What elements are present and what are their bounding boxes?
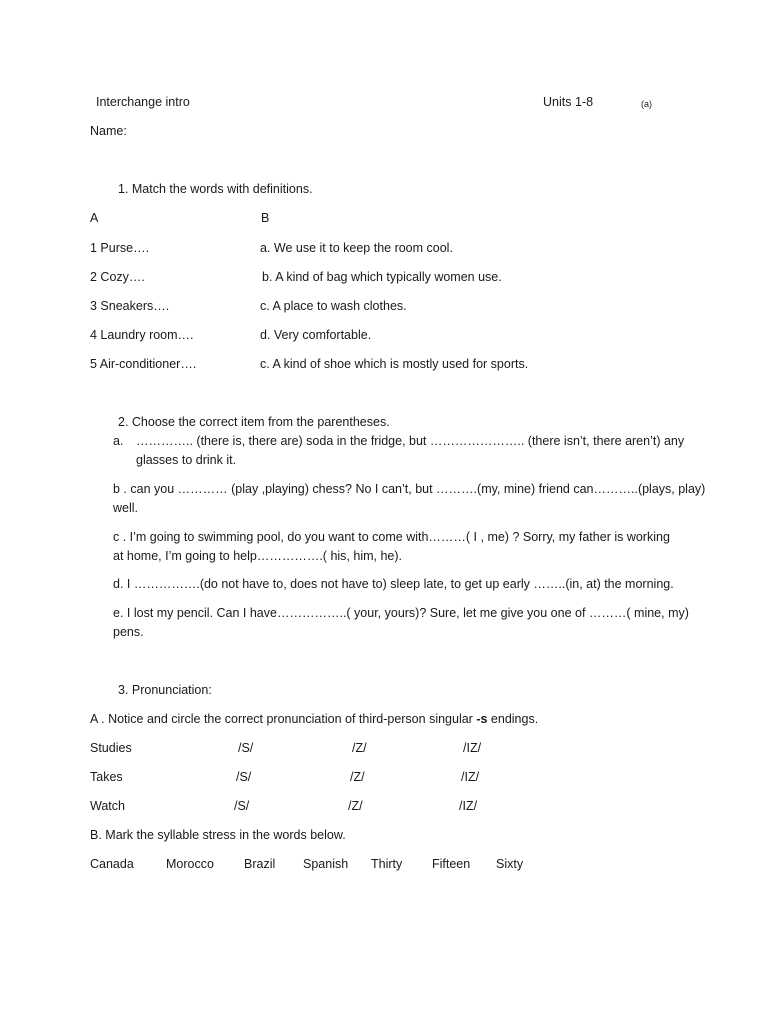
match-word: 3 Sneakers….: [90, 299, 170, 313]
stress-word: Sixty: [496, 857, 524, 871]
pron-option-iz: /IZ/: [461, 770, 480, 784]
stress-word: Thirty: [371, 857, 403, 871]
q1-title: 1. Match the words with definitions.: [118, 182, 313, 196]
q3-title: 3. Pronunciation:: [118, 683, 212, 697]
stress-word: Spanish: [303, 857, 349, 871]
q2-item-d-line: d. I …………….(do not have to, does not have to) sleep late, to get up early ……..(in, at) the morning.: [113, 577, 674, 591]
pron-word: Takes: [90, 770, 123, 784]
version-label: (a): [641, 99, 652, 109]
match-word: 4 Laundry room….: [90, 328, 194, 342]
q2-item-c-line: at home, I’m going to help…………….( his, him, he).: [113, 549, 402, 563]
pron-option-s: /S/: [236, 770, 252, 784]
units-label: Units 1-8: [543, 95, 594, 109]
q2-item-e-line: pens.: [113, 625, 144, 639]
q2-title: 2. Choose the correct item from the parentheses.: [118, 415, 390, 429]
q3-part-a-suffix: endings.: [487, 712, 539, 726]
q2-item-b-line: well.: [113, 501, 139, 515]
pron-option-s: /S/: [234, 799, 250, 813]
q2-item-a-label: a.: [113, 434, 124, 448]
q2-item-c-line: c . I’m going to swimming pool, do you want to come with………( I , me) ? Sorry, my father is working: [113, 530, 670, 544]
match-definition: b. A kind of bag which typically women use.: [262, 270, 502, 284]
match-word: 5 Air-conditioner….: [90, 357, 197, 371]
match-definition: d. Very comfortable.: [260, 328, 372, 342]
stress-word: Fifteen: [432, 857, 471, 871]
pron-option-z: /Z/: [350, 770, 365, 784]
pron-word: Studies: [90, 741, 132, 755]
q2-item-b-line: b . can you ………… (play ,playing) chess? No I can’t, but ……….(my, mine) friend can………..(plays, play): [113, 482, 706, 496]
pron-option-iz: /IZ/: [459, 799, 478, 813]
match-definition: c. A place to wash clothes.: [260, 299, 407, 313]
course-title: Interchange intro: [96, 95, 190, 109]
match-definition: c. A kind of shoe which is mostly used for sports.: [260, 357, 529, 371]
stress-word: Morocco: [166, 857, 214, 871]
stress-word: Brazil: [244, 857, 276, 871]
q2-item-a-line: ………….. (there is, there are) soda in the fridge, but ………………….. (there isn’t, there aren’t) any: [136, 434, 685, 448]
q3-part-a-prefix: A . Notice and circle the correct pronunciation of third-person singular: [90, 712, 477, 726]
stress-word: Canada: [90, 857, 134, 871]
column-b-heading: B: [261, 211, 270, 225]
q2-item-a-line: glasses to drink it.: [136, 453, 237, 467]
q3-part-a-instruction: [90, 711, 538, 727]
pron-option-z: /Z/: [348, 799, 363, 813]
name-label: Name:: [90, 124, 127, 138]
match-word: 1 Purse….: [90, 241, 150, 255]
pron-option-z: /Z/: [352, 741, 367, 755]
match-definition: a. We use it to keep the room cool.: [260, 241, 453, 255]
column-a-heading: A: [90, 211, 99, 225]
q2-item-e-line: e. I lost my pencil. Can I have……………..( your, yours)? Sure, let me give you one of ………( mine, my): [113, 606, 689, 620]
pron-option-iz: /IZ/: [463, 741, 482, 755]
q3-part-b-instruction: B. Mark the syllable stress in the words below.: [90, 828, 346, 842]
q3-part-a-bold: -s: [476, 712, 488, 726]
pron-option-s: /S/: [238, 741, 254, 755]
match-word: 2 Cozy….: [90, 270, 145, 284]
pron-word: Watch: [90, 799, 125, 813]
